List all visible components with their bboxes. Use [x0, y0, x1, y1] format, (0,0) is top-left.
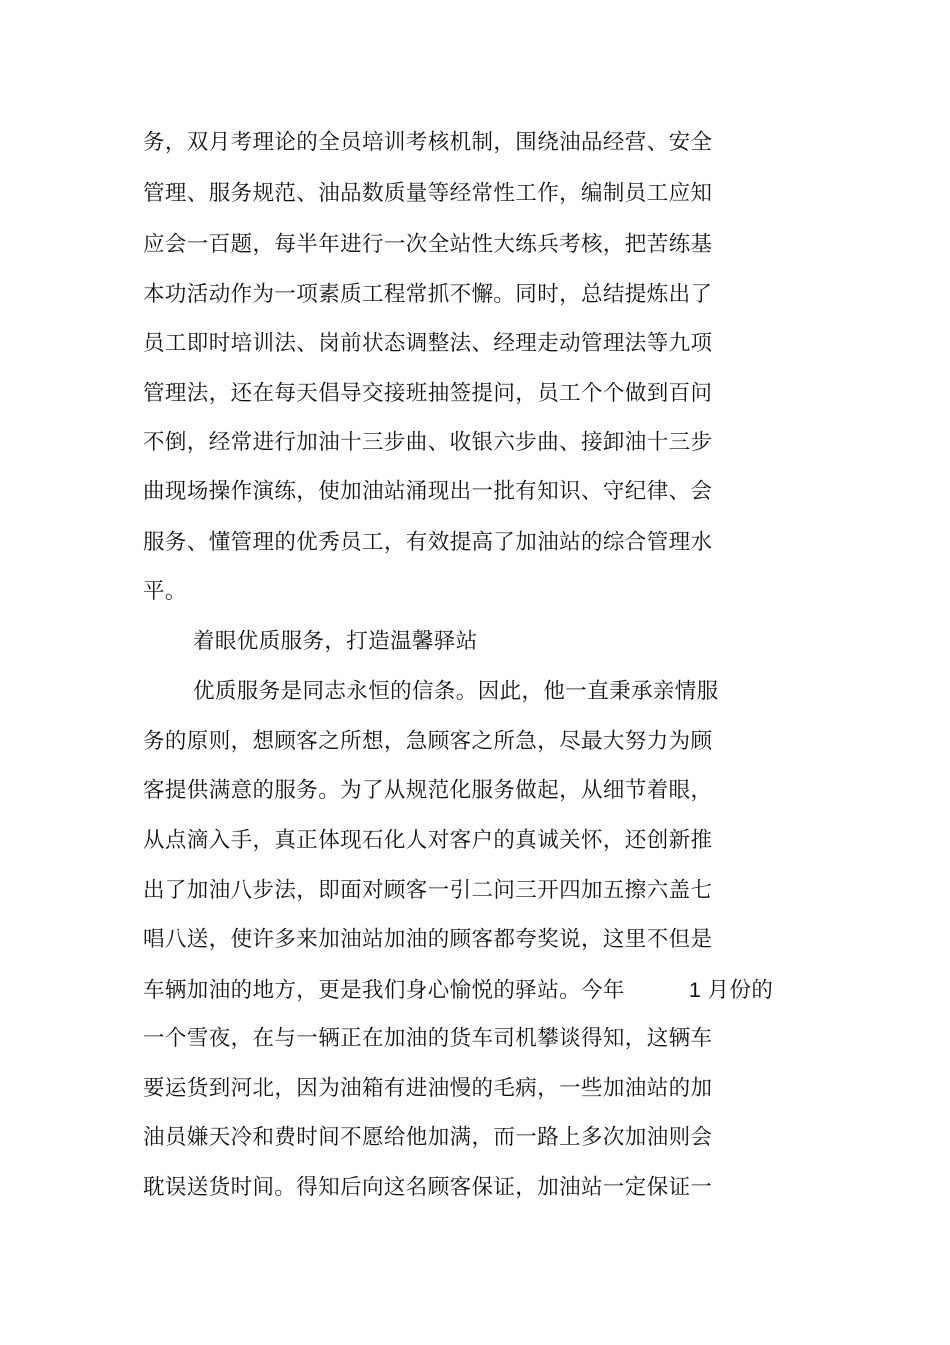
paragraph-line: 出了加油八步法，即面对顾客一引二问三开四加五擦六盖七 — [143, 878, 713, 903]
paragraph-line: 管理法，还在每天倡导交接班抽签提问，员工个个做到百问 — [143, 381, 713, 406]
paragraph-line — [143, 975, 773, 1005]
paragraph-line: 要运货到河北，因为油箱有进油慢的毛病，一些加油站的加 — [143, 1076, 713, 1101]
paragraph-line-text: 车辆加油的地方，更是我们身心愉悦的驿站。今年 — [143, 978, 625, 1003]
paragraph-line: 平。 — [143, 579, 187, 604]
paragraph-line: 务，双月考理论的全员培训考核机制，围绕油品经营、安全 — [143, 130, 713, 155]
paragraph-line: 曲现场操作演练，使加油站涌现出一批有知识、守纪律、会 — [143, 479, 713, 504]
paragraph-line: 一个雪夜，在与一辆正在加油的货车司机攀谈得知，这辆车 — [143, 1026, 713, 1051]
paragraph-line: 油员嫌天冷和费时间不愿给他加满，而一路上多次加油则会 — [143, 1125, 713, 1150]
section-heading: 着眼优质服务，打造温馨驿站 — [193, 629, 478, 654]
paragraph-line: 耽误送货时间。得知后向这名顾客保证，加油站一定保证一 — [143, 1175, 713, 1200]
paragraph-line: 优质服务是同志永恒的信条。因此，他一直秉承亲情服 — [193, 679, 719, 704]
paragraph-line: 务的原则，想顾客之所想，急顾客之所急，尽最大努力为顾 — [143, 729, 713, 754]
paragraph-line: 服务、懂管理的优秀员工，有效提高了加油站的综合管理水 — [143, 530, 713, 555]
paragraph-line: 本功活动作为一项素质工程常抓不懈。同时，总结提炼出了 — [143, 282, 713, 307]
paragraph-line: 应会一百题，每半年进行一次全站性大练兵考核，把苦练基 — [143, 232, 713, 257]
paragraph-line: 唱八送，使许多来加油站加油的顾客都夸奖说，这里不但是 — [143, 927, 713, 952]
paragraph-line: 员工即时培训法、岗前状态调整法、经理走动管理法等九项 — [143, 331, 713, 356]
paragraph-line: 客提供满意的服务。为了从规范化服务做起，从细节着眼， — [143, 778, 713, 803]
month-fragment: 1 月份的 — [688, 978, 774, 1002]
paragraph-line: 不倒，经常进行加油十三步曲、收银六步曲、接卸油十三步 — [143, 430, 713, 455]
paragraph-line: 管理、服务规范、油品数质量等经常性工作，编制员工应知 — [143, 181, 713, 206]
paragraph-line: 从点滴入手，真正体现石化人对客户的真诚关怀，还创新推 — [143, 828, 713, 853]
